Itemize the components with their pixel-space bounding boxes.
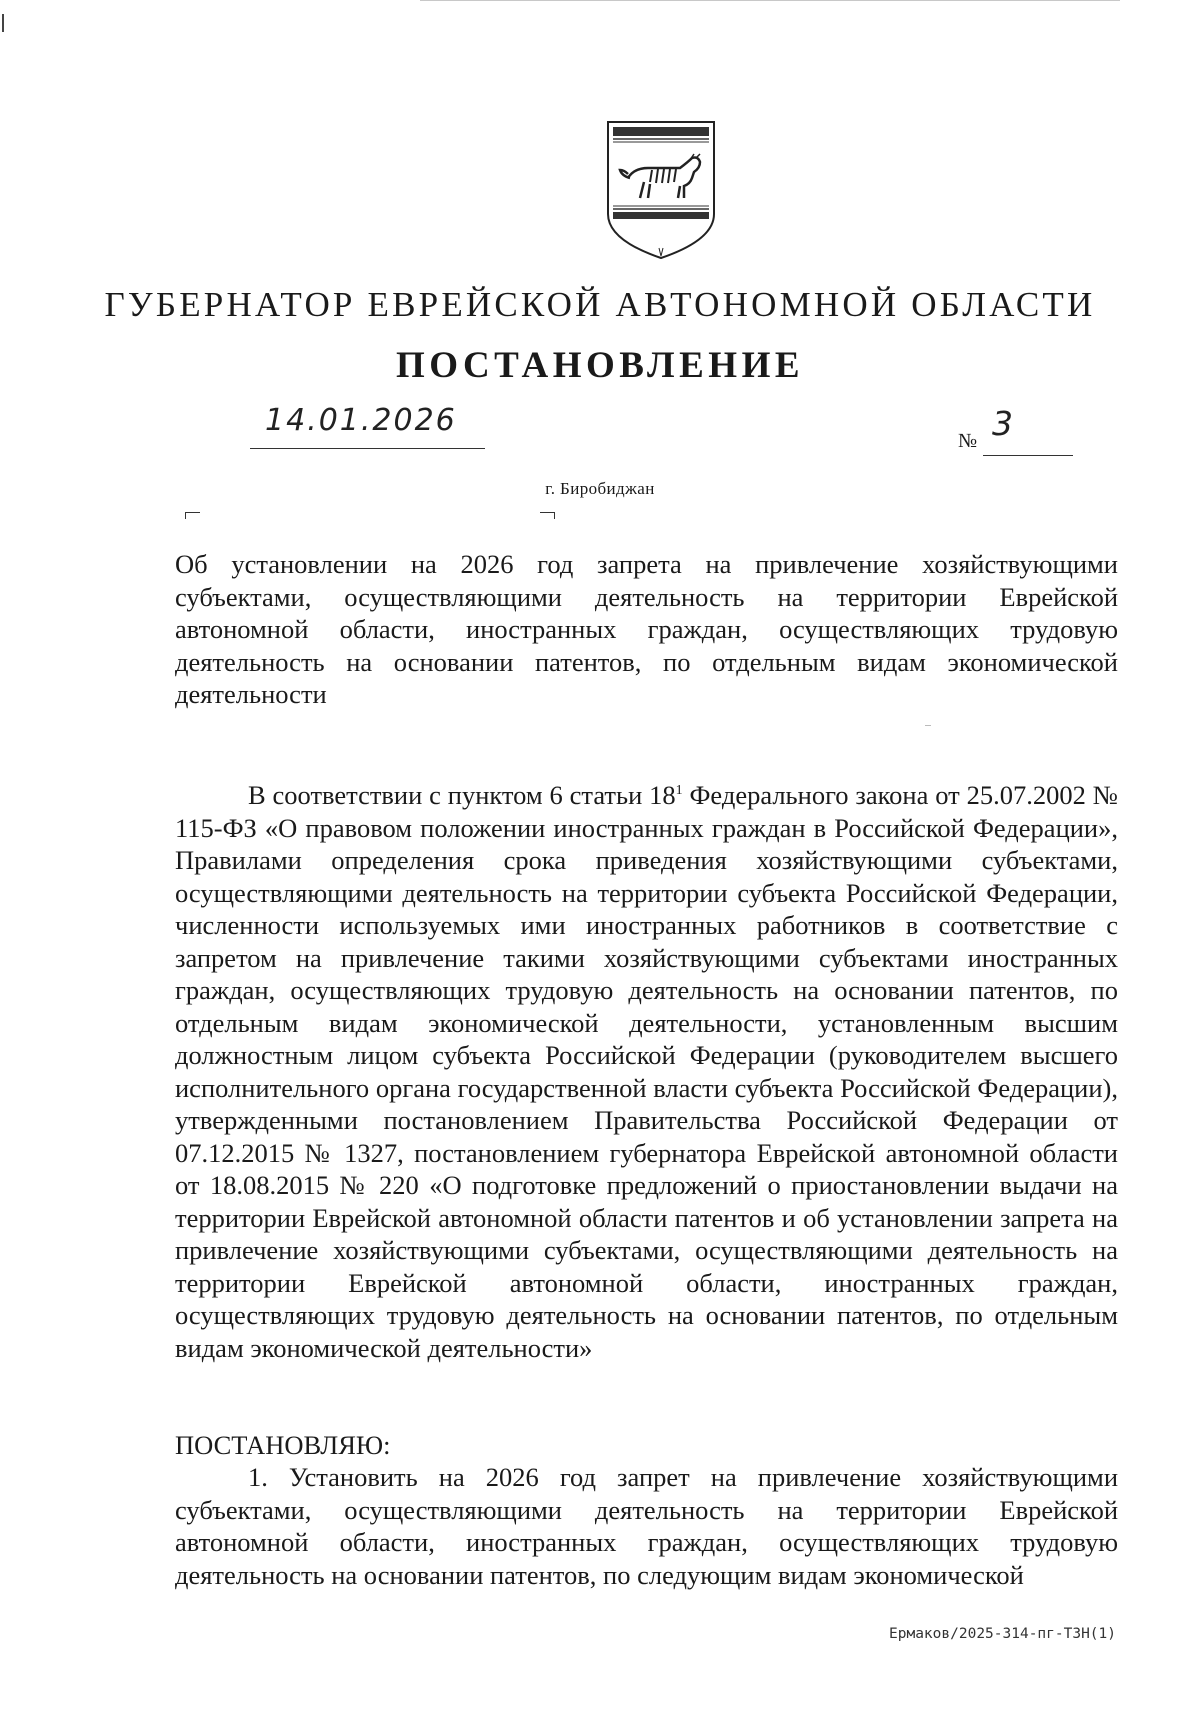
number-underline (983, 455, 1073, 456)
handwritten-number: 3 (992, 404, 1013, 443)
subject-bracket-left (185, 512, 200, 519)
scan-artifact-mark (2, 14, 4, 32)
decree-word: ПОСТАНОВЛЯЮ: (175, 1430, 391, 1460)
preamble-superscript: 1 (675, 783, 683, 799)
footer-document-code: Ермаков/2025-314-пг-ТЗН(1) (889, 1626, 1116, 1642)
document-subject: Об установлении на 2026 год запрета на привлечение хозяйствующими субъектами, осуществляющими деятельность на территории Еврейской автономной области, иностранных граждан, осуществляющих трудовую деятельность на основании патентов, по отдельным видам экономической деятельности (175, 549, 1118, 709)
number-sign: № (958, 430, 978, 452)
scan-artifact-line (420, 0, 1120, 1)
authority-title: ГУБЕРНАТОР ЕВРЕЙСКОЙ АВТОНОМНОЙ ОБЛАСТИ (104, 285, 1096, 324)
handwritten-date: 14.01.2026 (265, 403, 457, 438)
tiger-figure (620, 154, 700, 198)
preamble-text-start: В соответствии с пунктом 6 статьи 18 (248, 780, 676, 810)
subject-bracket-right (540, 512, 555, 519)
scan-artifact-dot (925, 725, 931, 726)
city-line: г. Биробиджан (545, 479, 655, 498)
coat-of-arms-icon (604, 118, 718, 260)
date-underline (250, 448, 485, 449)
document-type-heading: ПОСТАНОВЛЕНИЕ (395, 345, 805, 386)
item-1-paragraph: 1. Установить на 2026 год запрет на привлечение хозяйствующими субъектами, осуществляющими деятельность на территории Еврейской автономной области, иностранных граждан, осуществляющих трудовую деятельность на основании патентов, по следующим видам экономической (175, 1462, 1118, 1590)
preamble-paragraph (175, 779, 1118, 1364)
preamble-text-rest: Федерального закона от 25.07.2002 № 115-ФЗ «О правовом положении иностранных граждан в Российской Федерации», Правилами определения срока приведения хозяйствующими субъектами, осуществляющими деятельность на территории субъекта Российской Федерации, численности используемых ими иностранных работников в соответствие с запретом на привлечение такими хозяйствующими субъектами иностранных граждан, осуществляющих трудовую деятельность на основании патентов, по отдельным видам экономической деятельности, установленным высшим должностным лицом субъекта Российской Федерации (руководителем высшего исполнительного органа государственной власти субъекта Российской Федерации), утвержденными постановлением Правительства Российской Федерации от 07.12.2015 № 1327, постановлением губернатора Еврейской автономной области от 18.08.2015 № 220 «О подготовке предложений о приостановлении выдачи на территории Еврейской автономной области патентов и об установлении запрета на привлечение хозяйствующими субъектами, осуществляющими деятельность на территории Еврейской автономной области, иностранных граждан, осуществляющих трудовую деятельность на основании патентов, по отдельным видам экономической деятельности» (175, 780, 1118, 1363)
